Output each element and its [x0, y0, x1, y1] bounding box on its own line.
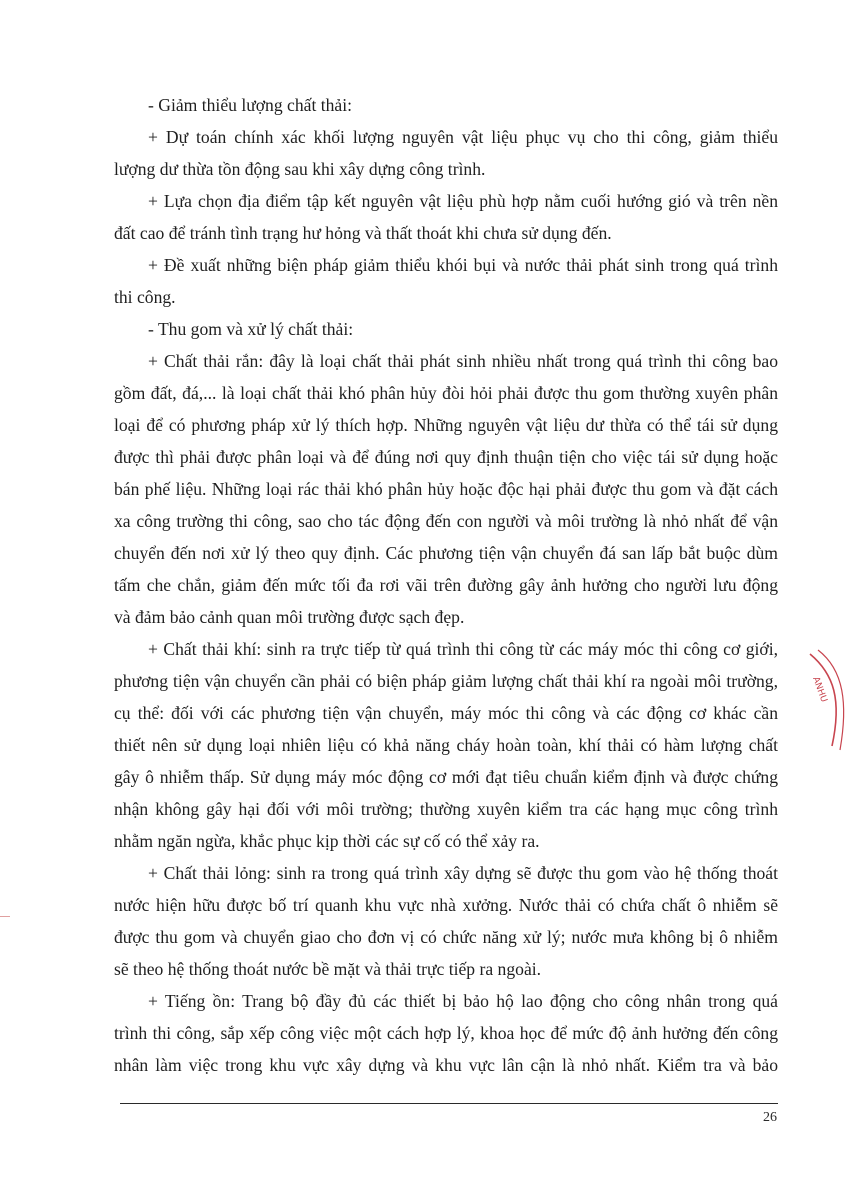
- margin-mark: [0, 916, 10, 917]
- text-line: lượng dư thừa tồn động sau khi xây dựng công trình.: [114, 159, 486, 179]
- text-line: được thì phải được phân loại và để đúng nơi quy định thuận tiện cho việc tái sử dụng hoặc: [114, 447, 778, 467]
- seal-stamp-icon: [808, 648, 847, 752]
- text-line: thiết nên sử dụng loại nhiên liệu có khả năng cháy hoàn toàn, khí thải có hàm lượng chất: [114, 735, 778, 755]
- bullet-collection-heading: - Thu gom và xử lý chất thải:: [148, 319, 354, 339]
- text-line: + Tiếng ồn: Trang bộ đầy đủ các thiết bị bảo hộ lao động cho công nhân trong quá: [148, 991, 778, 1011]
- text-line: + Chất thải lỏng: sinh ra trong quá trình xây dựng sẽ được thu gom vào hệ thống thoát: [148, 863, 778, 883]
- footer-divider: [120, 1103, 778, 1104]
- page-number: 26: [763, 1110, 777, 1125]
- text-line: trình thi công, sắp xếp công việc một cách hợp lý, khoa học để mức độ ảnh hưởng đến công: [114, 1023, 778, 1043]
- text-line: nước hiện hữu được bố trí quanh khu vực nhà xưởng. Nước thải có chứa chất ô nhiễm sẽ: [114, 895, 778, 915]
- text-line: + Chất thải khí: sinh ra trực tiếp từ quá trình thi công từ các máy móc thi công cơ giới,: [148, 639, 778, 659]
- seal-fragment-text: ANHU: [810, 675, 829, 704]
- text-line: chuyển đến nơi xử lý theo quy định. Các phương tiện vận chuyển đá san lấp bắt buộc dùm: [114, 543, 778, 563]
- text-line: xa công trường thi công, sao cho tác động đến con người và môi trường là nhỏ nhất để vận: [114, 511, 778, 531]
- text-line: sẽ theo hệ thống thoát nước bề mặt và thải trực tiếp ra ngoài.: [114, 959, 542, 979]
- text-line: gồm đất, đá,... là loại chất thải khó phân hủy đòi hỏi phải được thu gom thường xuyên phân: [114, 383, 778, 403]
- text-line: loại để có phương pháp xử lý thích hợp. Những nguyên vật liệu dư thừa có thể tái sử dụng: [114, 415, 778, 435]
- text-line: + Dự toán chính xác khối lượng nguyên vật liệu phục vụ cho thi công, giảm thiểu: [148, 127, 778, 147]
- text-line: gây ô nhiễm thấp. Sử dụng máy móc động cơ mới đạt tiêu chuẩn kiểm định và được chứng: [114, 767, 778, 787]
- text-line: thi công.: [114, 287, 176, 307]
- text-line: được thu gom và chuyển giao cho đơn vị có chức năng xử lý; nước mưa không bị ô nhiễm: [114, 927, 778, 947]
- text-line: cụ thể: đối với các phương tiện vận chuyển, máy móc thi công và các động cơ khác cần: [114, 703, 778, 723]
- text-line: nhận không gây hại đối với môi trường; thường xuyên kiểm tra các hạng mục công trình: [114, 799, 778, 819]
- text-line: + Lựa chọn địa điểm tập kết nguyên vật liệu phù hợp nằm cuối hướng gió và trên nền: [148, 191, 778, 211]
- text-line: nhằm ngăn ngừa, khắc phục kịp thời các sự cố có thể xảy ra.: [114, 831, 540, 851]
- text-line: đất cao để tránh tình trạng hư hỏng và thất thoát khi chưa sử dụng đến.: [114, 223, 612, 243]
- text-line: + Chất thải rắn: đây là loại chất thải phát sinh nhiều nhất trong quá trình thi công bao: [148, 351, 778, 371]
- text-line: bán phế liệu. Những loại rác thải khó phân hủy hoặc độc hại phải được thu gom và đặt cách: [114, 479, 778, 499]
- text-line: + Đề xuất những biện pháp giảm thiểu khói bụi và nước thải phát sinh trong quá trình: [148, 255, 778, 275]
- text-line: phương tiện vận chuyển cần phải có biện pháp giảm lượng chất thải khí ra ngoài môi trường,: [114, 671, 778, 691]
- bullet-reduce-waste-heading: - Giảm thiểu lượng chất thải:: [148, 95, 353, 115]
- text-line: tấm che chắn, giảm đến mức tối đa rơi vãi trên đường gây ảnh hưởng cho người lưu động: [114, 575, 778, 595]
- text-line: và đảm bảo cảnh quan môi trường được sạch đẹp.: [114, 607, 465, 627]
- text-line: nhân làm việc trong khu vực xây dựng và khu vực lân cận là nhỏ nhất. Kiểm tra và bảo: [114, 1055, 778, 1075]
